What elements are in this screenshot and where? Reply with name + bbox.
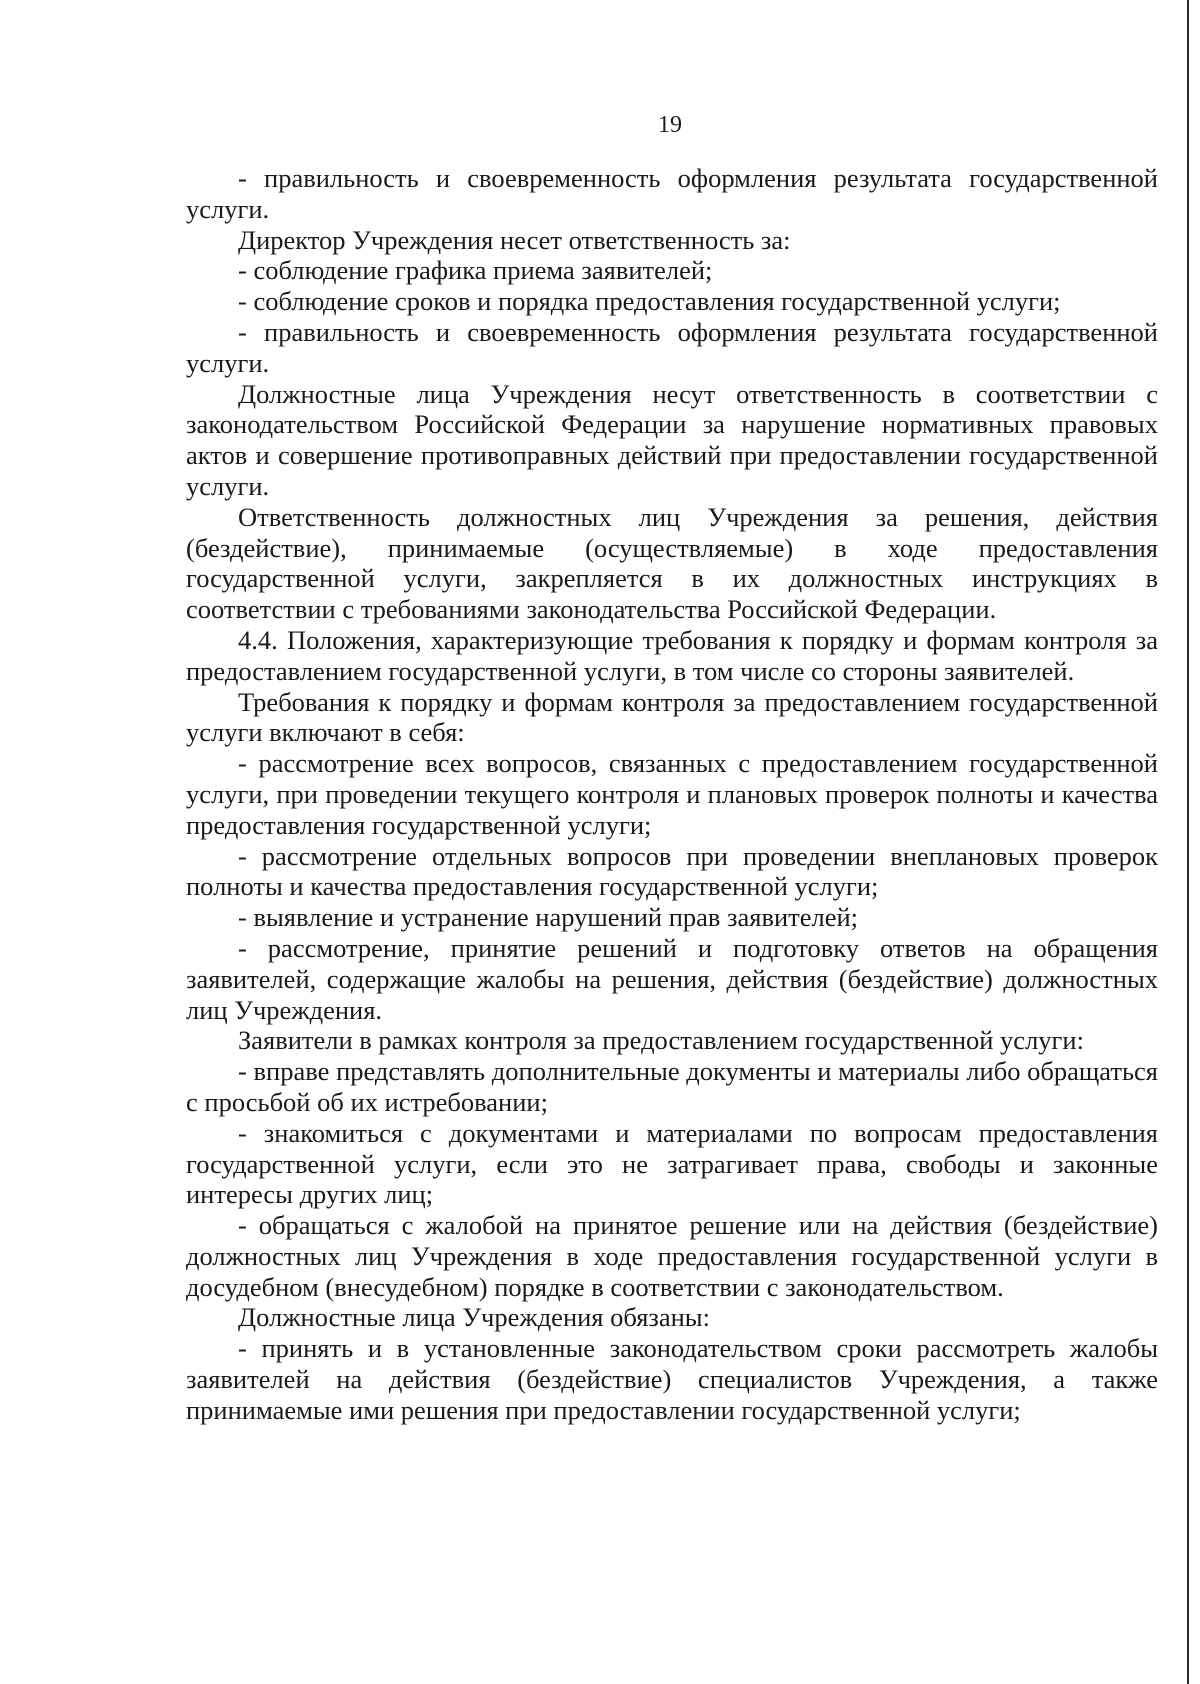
- scan-edge-line: [1187, 0, 1189, 1684]
- paragraph: - принять и в установленные законодательством сроки рассмотреть жалобы заявителей на действия (бездействие) специалистов Учреждения, а также принимаемые ими решения при предоставлении государственной услуги;: [186, 1333, 1158, 1425]
- paragraph: - рассмотрение всех вопросов, связанных с предоставлением государственной услуги, при проведении текущего контроля и плановых проверок полноты и качества предоставления государственной услуги;: [186, 748, 1158, 840]
- paragraph: Должностные лица Учреждения обязаны:: [238, 1302, 710, 1333]
- paragraph: 4.4. Положения, характеризующие требования к порядку и формам контроля за предоставлением государственной услуги, в том числе со стороны заявителей.: [186, 624, 1158, 686]
- paragraph: - соблюдение графика приема заявителей;: [238, 255, 713, 286]
- paragraph: - знакомиться с документами и материалами по вопросам предоставления государственной услуги, если это не затрагивает права, свободы и законные интересы других лиц;: [186, 1117, 1158, 1210]
- paragraph: Должностные лица Учреждения несут ответственность в соответствии с законодательством Российской Федерации за нарушение нормативных правовых актов и совершение противоправных действий при предоставлении государственной услуги.: [186, 378, 1158, 501]
- paragraph: - рассмотрение, принятие решений и подготовку ответов на обращения заявителей, содержащие жалобы на решения, действия (бездействие) должностных лиц Учреждения.: [186, 932, 1158, 1025]
- document-body: [186, 163, 1158, 1426]
- paragraph: - правильность и своевременность оформления результата государственной услуги.: [186, 163, 1158, 224]
- paragraph: Директор Учреждения несет ответственность за:: [238, 224, 791, 255]
- paragraph: - вправе представлять дополнительные документы и материалы либо обращаться с просьбой об их истребовании;: [186, 1056, 1158, 1117]
- paragraph: - рассмотрение отдельных вопросов при проведении внеплановых проверок полноты и качества предоставления государственной услуги;: [186, 840, 1158, 902]
- paragraph: - соблюдение сроков и порядка предоставления государственной услуги;: [238, 286, 1061, 317]
- paragraph: Требования к порядку и формам контроля за предоставлением государственной услуги включают в себя:: [186, 686, 1158, 748]
- paragraph: Ответственность должностных лиц Учреждения за решения, действия (бездействие), принимаемые (осуществляемые) в ходе предоставления государственной услуги, закрепляется в их должностных инструкциях в соответствии с требованиями законодательства Российской Федерации.: [186, 501, 1158, 625]
- paragraph: - выявление и устранение нарушений прав заявителей;: [238, 902, 859, 933]
- page-number: 19: [658, 112, 682, 138]
- paragraph: - правильность и своевременность оформления результата государственной услуги.: [186, 316, 1158, 378]
- paragraph: Заявители в рамках контроля за предоставлением государственной услуги:: [238, 1025, 1084, 1056]
- paragraph: - обращаться с жалобой на принятое решение или на действия (бездействие) должностных лиц Учреждения в ходе предоставления государственной услуги в досудебном (внесудебном) порядке в соответствии с законодательством.: [186, 1210, 1158, 1302]
